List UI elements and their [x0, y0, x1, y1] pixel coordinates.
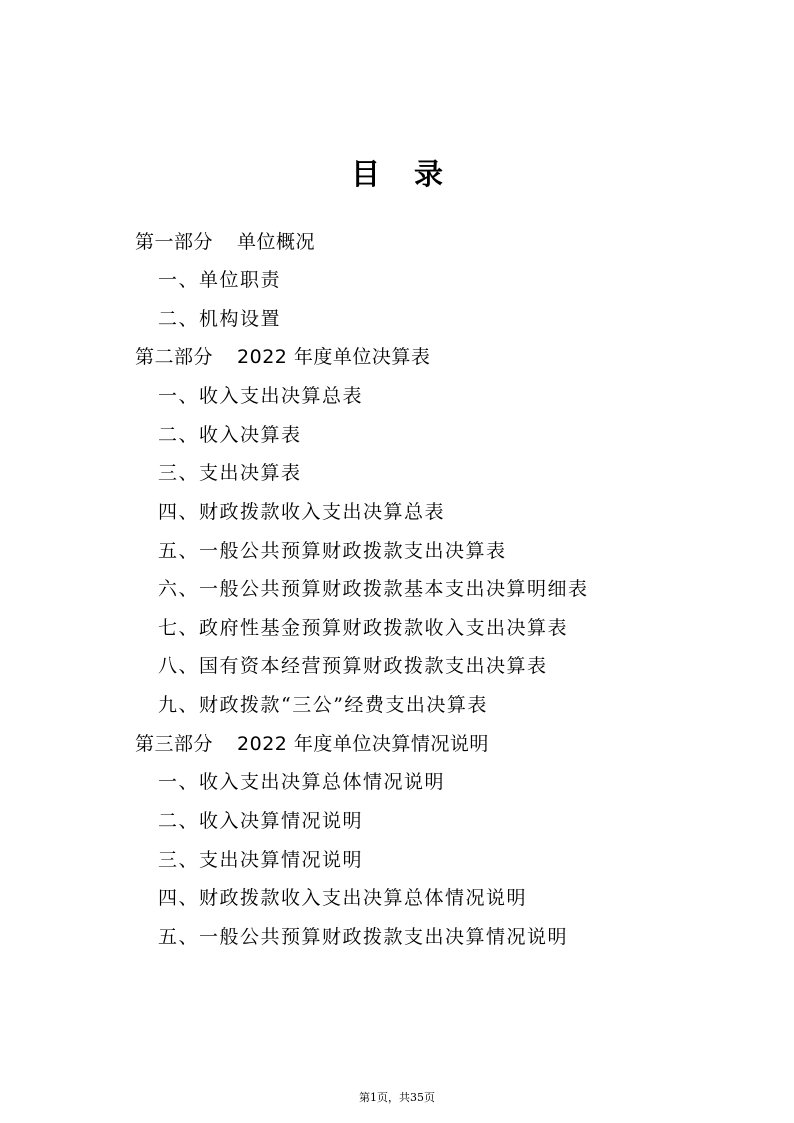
toc-item: 七、政府性基金预算财政拨款收入支出决算表 — [158, 617, 569, 639]
toc-item: 一、收入支出决算总表 — [158, 385, 364, 407]
toc-section-label: 第三部分 — [135, 733, 214, 755]
toc-section — [135, 230, 315, 254]
toc-section — [135, 345, 430, 369]
toc-item: 五、一般公共预算财政拨款支出决算表 — [158, 540, 507, 562]
toc-item: 一、收入支出决算总体情况说明 — [158, 771, 446, 793]
page-title-left: 目 — [350, 157, 380, 191]
toc-item: 四、财政拨款收入支出决算总体情况说明 — [158, 887, 528, 909]
page-footer: 第1页，共35页 — [359, 1091, 435, 1104]
toc-item: 六、一般公共预算财政拨款基本支出决算明细表 — [158, 578, 589, 600]
page-title — [0, 152, 794, 193]
toc-item: 一、单位职责 — [158, 269, 282, 291]
toc-section-title: 单位概况 — [237, 231, 316, 253]
toc-item: 八、国有资本经营预算财政拨款支出决算表 — [158, 655, 548, 677]
toc-section-label: 第二部分 — [135, 346, 214, 368]
toc-section-title: 2022 年度单位决算情况说明 — [237, 733, 489, 755]
toc-section-label: 第一部分 — [135, 231, 214, 253]
toc-item: 二、收入决算表 — [158, 424, 302, 446]
toc-section-title: 2022 年度单位决算表 — [237, 346, 431, 368]
toc-item: 四、财政拨款收入支出决算总表 — [158, 501, 446, 523]
toc-item: 三、支出决算情况说明 — [158, 849, 364, 871]
page-title-right: 录 — [414, 157, 444, 191]
toc-section — [135, 732, 489, 756]
toc-item: 五、一般公共预算财政拨款支出决算情况说明 — [158, 926, 569, 948]
toc-item: 九、财政拨款“三公”经费支出决算表 — [158, 694, 488, 716]
toc-item: 三、支出决算表 — [158, 462, 302, 484]
toc-item: 二、收入决算情况说明 — [158, 810, 364, 832]
toc-item: 二、机构设置 — [158, 308, 282, 330]
